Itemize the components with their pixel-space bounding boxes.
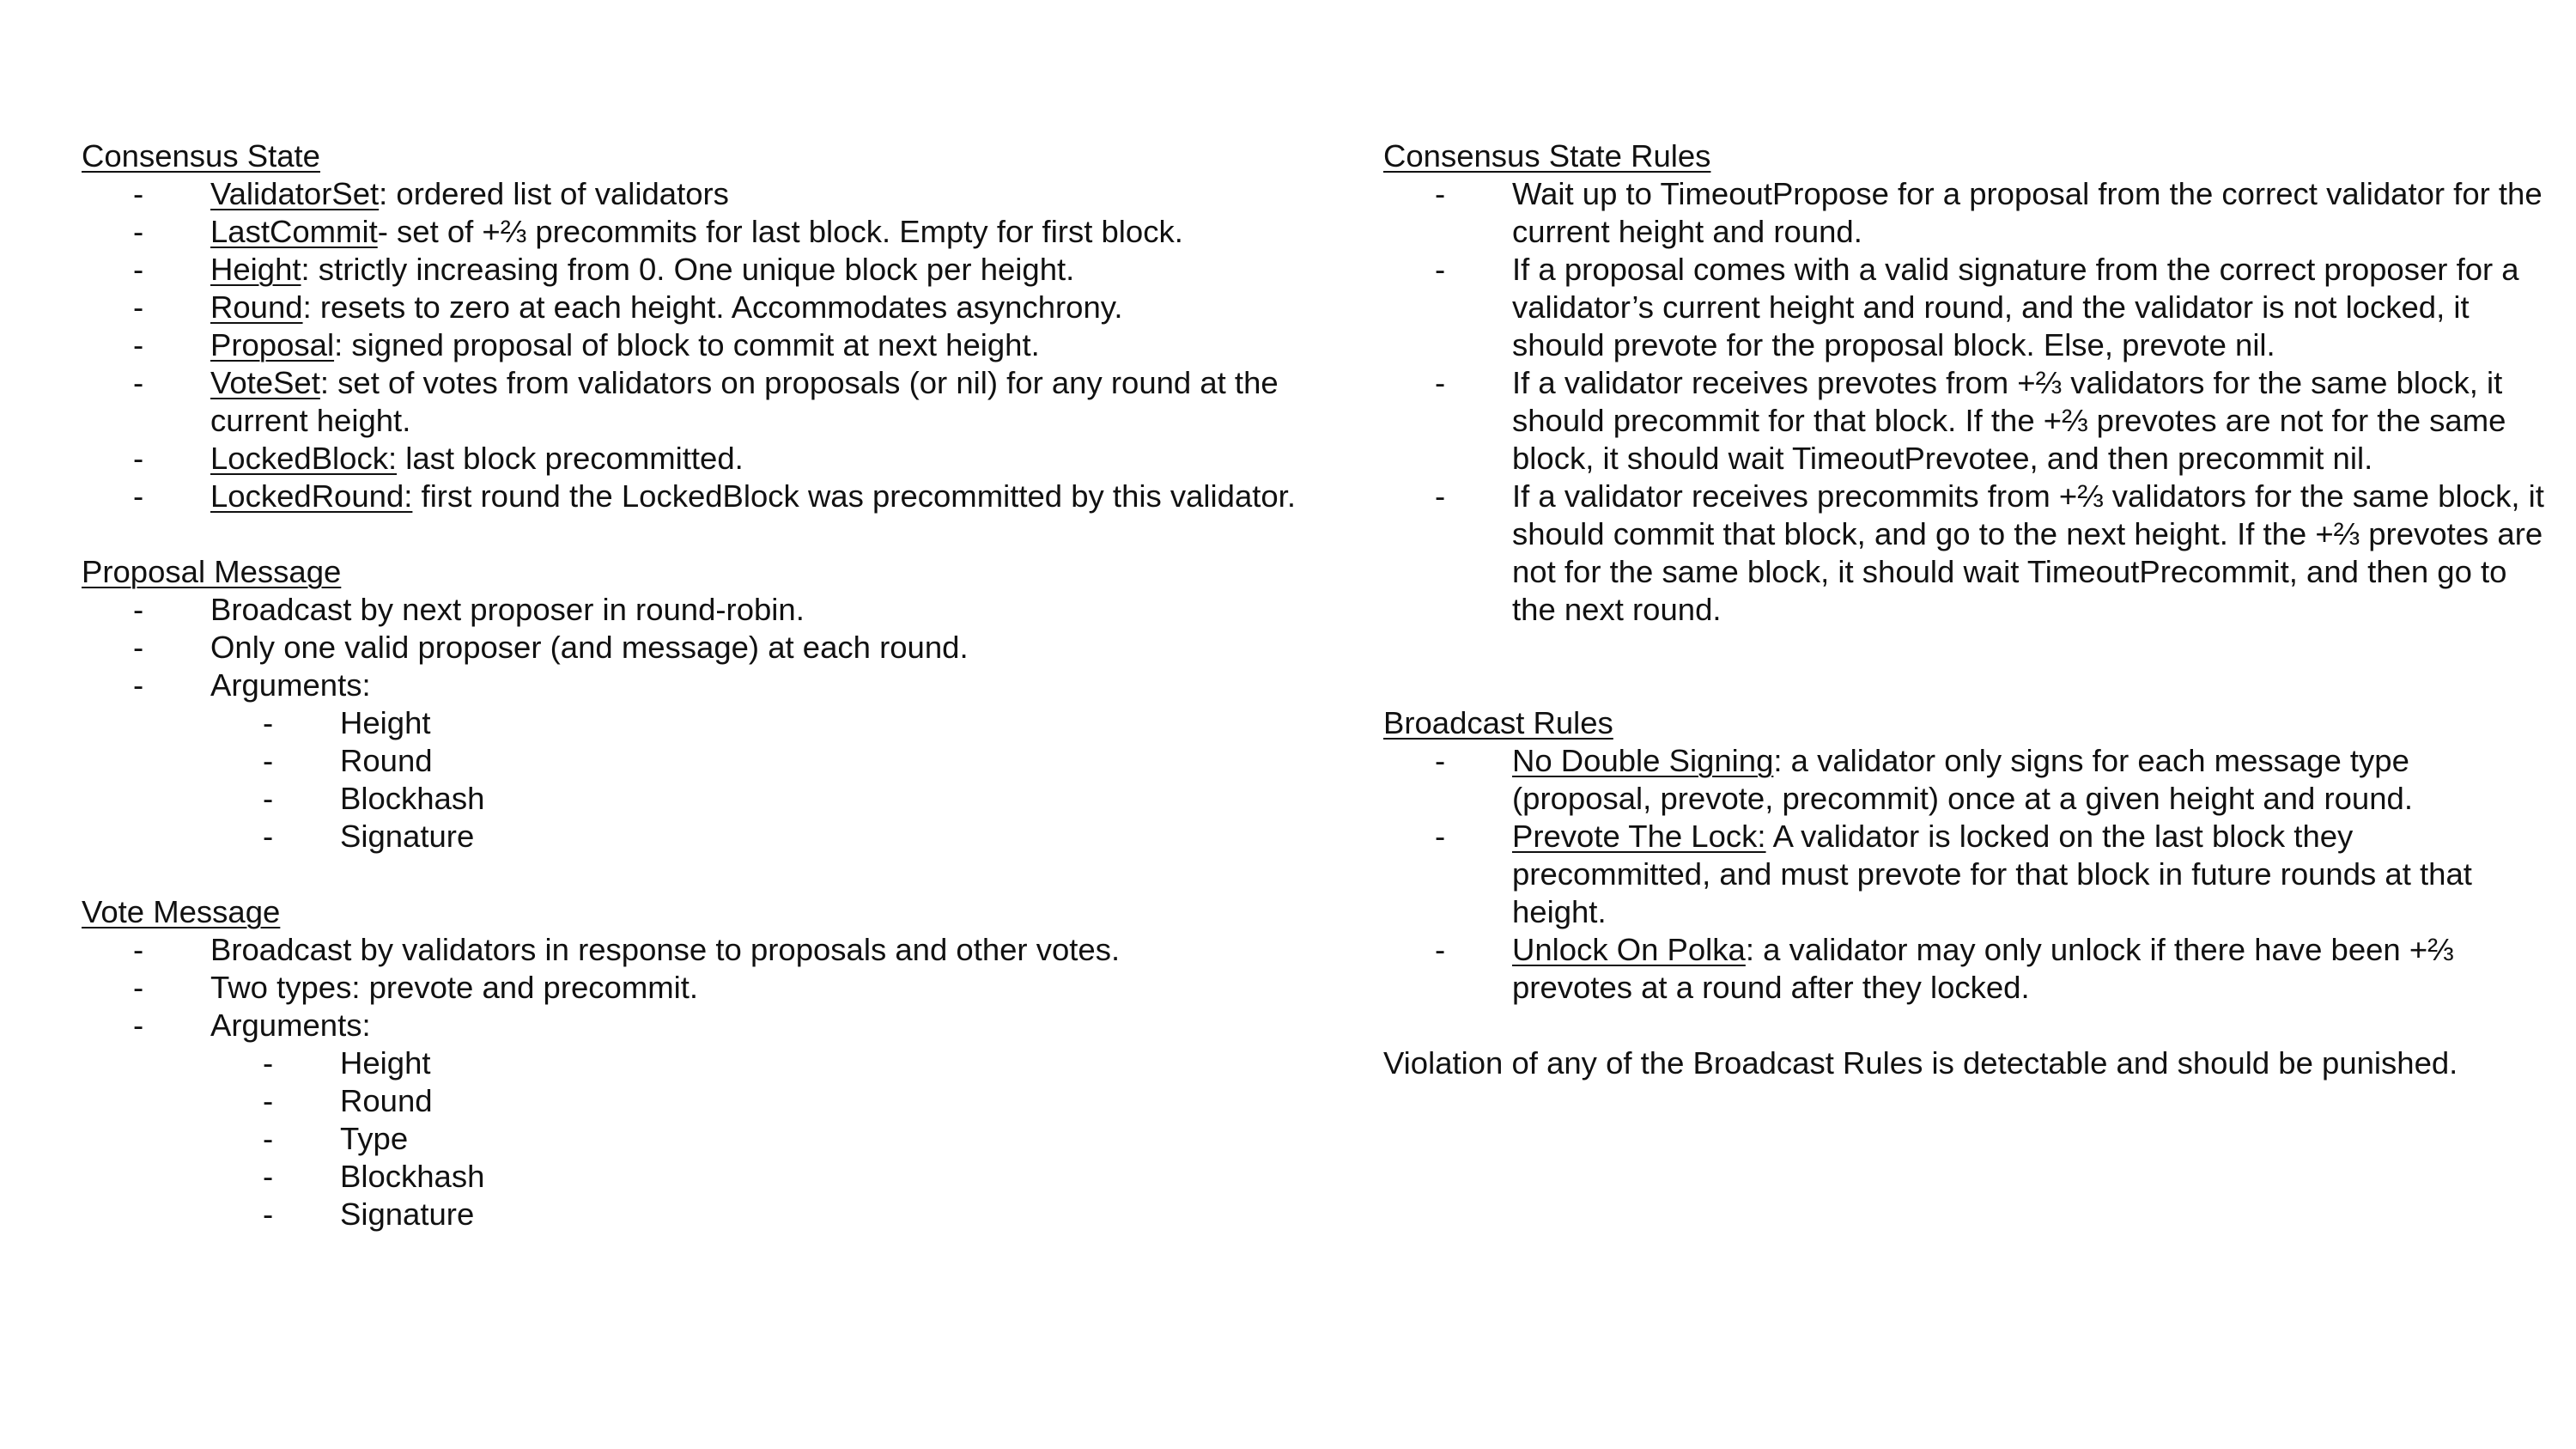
term-round: Round bbox=[210, 289, 303, 325]
rule-item bbox=[1383, 818, 2551, 931]
argument-text: Signature bbox=[340, 1196, 475, 1232]
consensus-state-rules-title: Consensus State Rules bbox=[1383, 138, 1711, 174]
rule-item bbox=[1383, 175, 2551, 251]
definition-text: last block precommitted. bbox=[397, 441, 744, 476]
term-no-double-signing: No Double Signing bbox=[1512, 743, 1774, 778]
list-item-text: Broadcast by next proposer in round-robin. bbox=[210, 592, 805, 627]
argument-text: Type bbox=[340, 1121, 409, 1156]
argument-item bbox=[82, 1120, 1301, 1158]
bullet-dash: - bbox=[133, 592, 144, 627]
bullet-dash: - bbox=[1435, 478, 1446, 514]
term-validatorset: ValidatorSet bbox=[210, 176, 380, 211]
bullet-dash: - bbox=[1435, 176, 1446, 211]
list-item-text: Arguments: bbox=[210, 1008, 371, 1043]
rule-item bbox=[1383, 364, 2551, 478]
right-column bbox=[1383, 137, 2551, 1082]
bullet-dash: - bbox=[263, 819, 274, 854]
argument-item bbox=[82, 704, 1301, 742]
rule-text: Wait up to TimeoutPropose for a proposal from the correct validator for the current height and round. bbox=[1512, 176, 2543, 249]
broadcast-rules-list bbox=[1383, 742, 2551, 1007]
term-proposal: Proposal bbox=[210, 327, 335, 362]
bullet-dash: - bbox=[133, 932, 144, 967]
list-item bbox=[82, 969, 1301, 1007]
spacer bbox=[82, 855, 1301, 893]
proposal-message-title: Proposal Message bbox=[82, 554, 342, 589]
rule-text: A validator is locked on the last block they precommitted, and must prevote for that block in future rounds at that height. bbox=[1512, 819, 2472, 929]
definition-text: : ordered list of validators bbox=[379, 176, 729, 211]
broadcast-rules-title: Broadcast Rules bbox=[1383, 705, 1613, 740]
rule-item bbox=[1383, 742, 2551, 818]
bullet-dash: - bbox=[133, 327, 144, 362]
proposal-message-list bbox=[82, 591, 1301, 704]
rule-item bbox=[1383, 251, 2551, 364]
list-item bbox=[82, 289, 1301, 326]
argument-item bbox=[82, 780, 1301, 818]
argument-item bbox=[82, 1196, 1301, 1233]
bullet-dash: - bbox=[263, 1196, 274, 1232]
definition-text: : signed proposal of block to commit at next height. bbox=[334, 327, 1040, 362]
spacer bbox=[82, 515, 1301, 553]
term-lockedround: LockedRound: bbox=[210, 478, 413, 514]
bullet-dash: - bbox=[263, 1159, 274, 1194]
argument-text: Blockhash bbox=[340, 1159, 485, 1194]
rule-item bbox=[1383, 931, 2551, 1007]
argument-text: Round bbox=[340, 1083, 433, 1118]
argument-item bbox=[82, 1044, 1301, 1082]
bullet-dash: - bbox=[1435, 932, 1446, 967]
bullet-dash: - bbox=[133, 441, 144, 476]
argument-text: Round bbox=[340, 743, 433, 778]
argument-item bbox=[82, 1082, 1301, 1120]
list-item-text: Two types: prevote and precommit. bbox=[210, 970, 699, 1005]
bullet-dash: - bbox=[1435, 819, 1446, 854]
consensus-state-title: Consensus State bbox=[82, 138, 320, 174]
definition-text: first round the LockedBlock was precommitted by this validator. bbox=[412, 478, 1296, 514]
argument-text: Signature bbox=[340, 819, 475, 854]
bullet-dash: - bbox=[133, 214, 144, 249]
bullet-dash: - bbox=[263, 781, 274, 816]
bullet-dash: - bbox=[133, 176, 144, 211]
vote-message-list bbox=[82, 931, 1301, 1044]
list-item bbox=[82, 364, 1301, 440]
list-item bbox=[82, 629, 1301, 667]
spacer bbox=[1383, 629, 2551, 704]
term-height: Height bbox=[210, 252, 301, 287]
list-item bbox=[82, 175, 1301, 213]
bullet-dash: - bbox=[133, 365, 144, 400]
term-prevote-the-lock: Prevote The Lock: bbox=[1512, 819, 1766, 854]
list-item bbox=[82, 478, 1301, 515]
consensus-state-rules-list bbox=[1383, 175, 2551, 629]
term-voteset: VoteSet bbox=[210, 365, 320, 400]
argument-text: Height bbox=[340, 705, 431, 740]
list-item bbox=[82, 251, 1301, 289]
bullet-dash: - bbox=[133, 970, 144, 1005]
rule-text: : a validator may only unlock if there have been +⅔ prevotes at a round after they locked. bbox=[1512, 932, 2454, 1005]
bullet-dash: - bbox=[263, 1083, 274, 1118]
definition-text: : set of votes from validators on proposals (or nil) for any round at the current height. bbox=[210, 365, 1279, 438]
bullet-dash: - bbox=[1435, 743, 1446, 778]
vote-message-title: Vote Message bbox=[82, 894, 281, 929]
list-item bbox=[82, 1007, 1301, 1044]
list-item bbox=[82, 931, 1301, 969]
left-column bbox=[82, 137, 1301, 1233]
footer-note: Violation of any of the Broadcast Rules is detectable and should be punished. bbox=[1383, 1045, 2458, 1081]
bullet-dash: - bbox=[133, 478, 144, 514]
argument-item bbox=[82, 742, 1301, 780]
list-item bbox=[82, 667, 1301, 704]
bullet-dash: - bbox=[133, 1008, 144, 1043]
rule-text: If a validator receives prevotes from +⅔ validators for the same block, it should precommit for that block. If the +⅔ prevotes are not for the same block, it should wait TimeoutPrevotee, and then precommit nil. bbox=[1512, 365, 2506, 476]
bullet-dash: - bbox=[133, 289, 144, 325]
bullet-dash: - bbox=[1435, 252, 1446, 287]
bullet-dash: - bbox=[133, 667, 144, 703]
term-unlock-on-polka: Unlock On Polka bbox=[1512, 932, 1746, 967]
bullet-dash: - bbox=[263, 1121, 274, 1156]
consensus-state-list bbox=[82, 175, 1301, 515]
rule-text: If a validator receives precommits from +⅔ validators for the same block, it should commit that block, and go to the next height. If the +⅔ prevotes are not for the same block, it should wait TimeoutPrecommit, and then go to the next round. bbox=[1512, 478, 2544, 627]
argument-text: Height bbox=[340, 1045, 431, 1081]
term-lockedblock: LockedBlock: bbox=[210, 441, 398, 476]
rule-item bbox=[1383, 478, 2551, 629]
argument-text: Blockhash bbox=[340, 781, 485, 816]
proposal-arguments-list bbox=[82, 704, 1301, 855]
rule-text: If a proposal comes with a valid signature from the correct proposer for a validator’s current height and round, and the validator is not locked, it should prevote for the proposal block. Else, prevote nil. bbox=[1512, 252, 2519, 362]
bullet-dash: - bbox=[133, 252, 144, 287]
argument-item bbox=[82, 1158, 1301, 1196]
list-item bbox=[82, 213, 1301, 251]
bullet-dash: - bbox=[263, 1045, 274, 1081]
list-item-text: Arguments: bbox=[210, 667, 371, 703]
term-lastcommit: LastCommit bbox=[210, 214, 378, 249]
list-item bbox=[82, 591, 1301, 629]
spacer bbox=[1383, 1007, 2551, 1044]
list-item-text: Broadcast by validators in response to proposals and other votes. bbox=[210, 932, 1121, 967]
list-item bbox=[82, 440, 1301, 478]
bullet-dash: - bbox=[263, 743, 274, 778]
bullet-dash: - bbox=[263, 705, 274, 740]
argument-item bbox=[82, 818, 1301, 855]
definition-text: : strictly increasing from 0. One unique block per height. bbox=[301, 252, 1075, 287]
definition-text: : resets to zero at each height. Accommodates asynchrony. bbox=[302, 289, 1123, 325]
bullet-dash: - bbox=[1435, 365, 1446, 400]
bullet-dash: - bbox=[133, 630, 144, 665]
definition-text: - set of +⅔ precommits for last block. Empty for first block. bbox=[377, 214, 1183, 249]
list-item-text: Only one valid proposer (and message) at each round. bbox=[210, 630, 969, 665]
vote-arguments-list bbox=[82, 1044, 1301, 1233]
rule-text: : a validator only signs for each message type (proposal, prevote, precommit) once at a given height and round. bbox=[1512, 743, 2413, 816]
list-item bbox=[82, 326, 1301, 364]
